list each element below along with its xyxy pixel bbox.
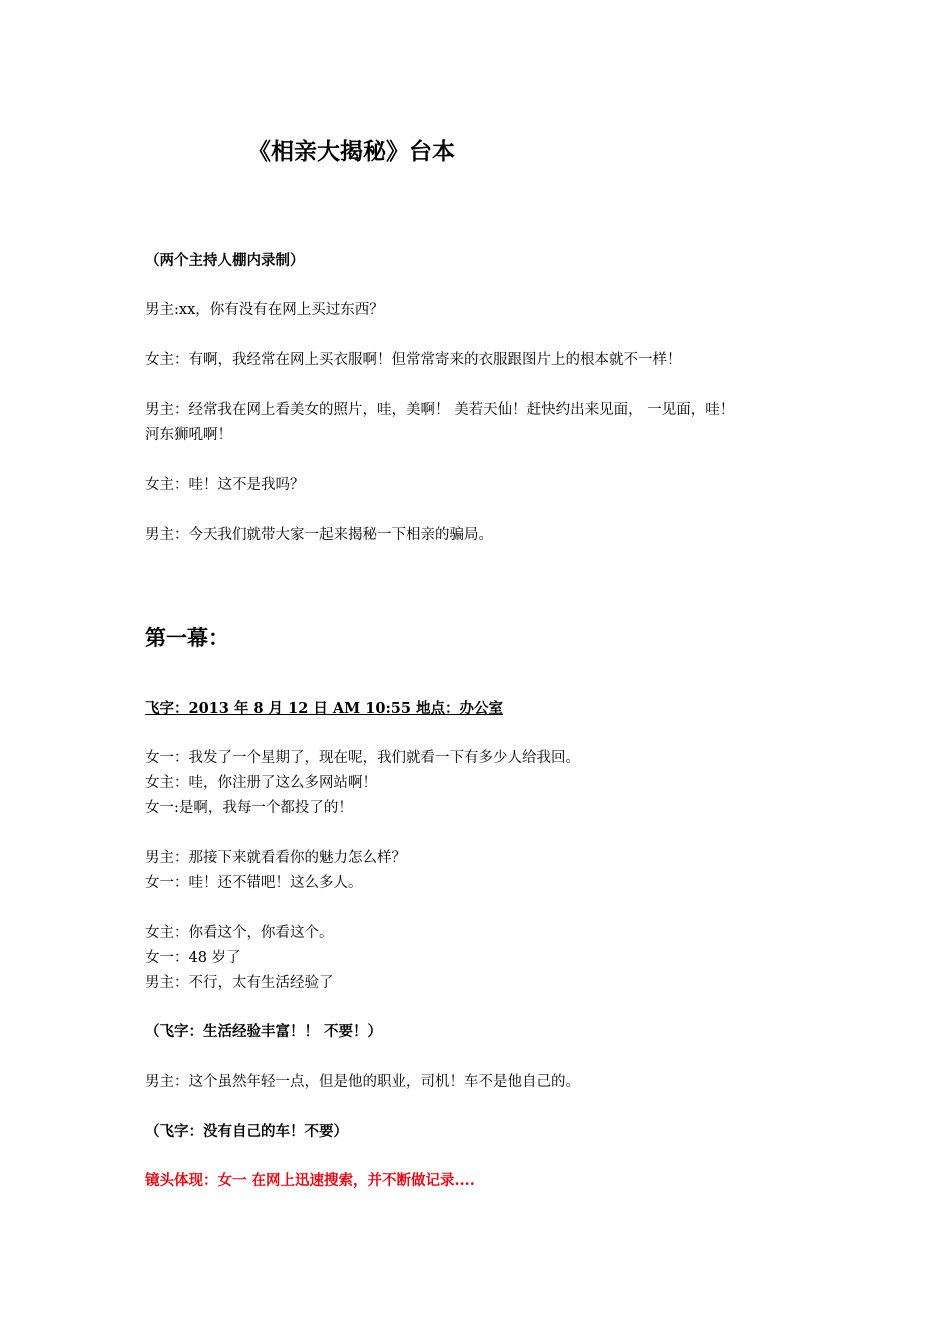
camera-note: 镜头体现：女一 在网上迅速搜索，并不断做记录....	[145, 1172, 475, 1189]
dialogue-line: 女一:是啊，我每一个都投了的！	[145, 800, 353, 816]
dialogue-line: 女一：48 岁了	[145, 950, 241, 966]
dialogue-line: 男主：经常我在网上看美女的照片，哇，美啊！ 美若天仙！赶快约出来见面， 一见面，哇！	[145, 402, 735, 418]
dialogue-line: 女主：有啊，我经常在网上买衣服啊！但常常寄来的衣服跟图片上的根本就不一样！	[145, 352, 682, 368]
dialogue-line: 女一：我发了一个星期了，现在呢，我们就看一下有多少人给我回。	[145, 750, 580, 766]
dialogue-line: 男主：今天我们就带大家一起来揭秘一下相亲的骗局。	[145, 527, 493, 543]
document-title: 《相亲大揭秘》台本	[248, 138, 455, 165]
dialogue-line: 男主:xx，你有没有在网上买过东西？	[145, 302, 384, 318]
caption-note: （飞字：没有自己的车！不要）	[145, 1123, 348, 1140]
scene-caption: 飞字：2013 年 8 月 12 日 AM 10:55 地点：办公室	[145, 700, 504, 717]
dialogue-line: 男主：不行，太有生活经验了	[145, 975, 334, 991]
caption-note: （飞字：生活经验丰富！！ 不要！）	[145, 1023, 383, 1040]
dialogue-line: 女一：哇！还不错吧！这么多人。	[145, 875, 363, 891]
dialogue-line: 女主：你看这个，你看这个。	[145, 925, 334, 941]
dialogue-line: 女主：哇，你注册了这么多网站啊！	[145, 775, 377, 791]
intro-note: （两个主持人棚内录制）	[145, 252, 305, 269]
dialogue-line-continued: 河东狮吼啊！	[145, 427, 232, 443]
dialogue-line: 女主：哇！这不是我吗？	[145, 477, 305, 493]
act-heading: 第一幕：	[145, 625, 229, 650]
dialogue-line: 男主：那接下来就看看你的魅力怎么样？	[145, 850, 406, 866]
dialogue-line: 男主：这个虽然年轻一点，但是他的职业，司机！车不是他自己的。	[145, 1074, 580, 1090]
